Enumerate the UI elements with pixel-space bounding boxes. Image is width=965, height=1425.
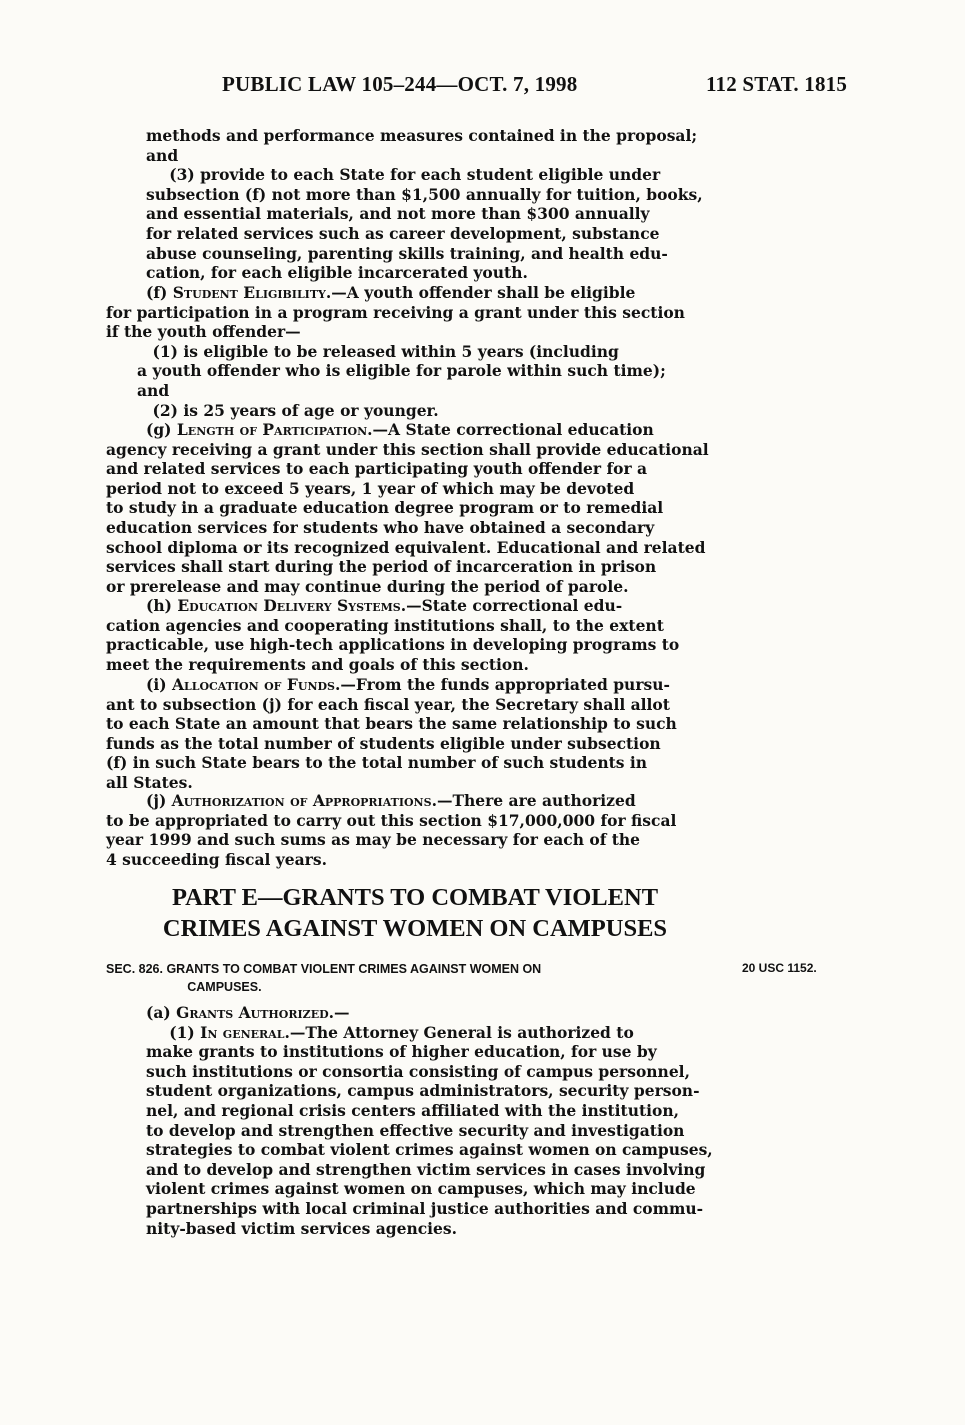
text-line: such institutions or consortia consisting of campus personnel, bbox=[146, 1061, 690, 1081]
text-line: to be appropriated to carry out this section $17,000,000 for fiscal bbox=[106, 810, 677, 830]
text-line: make grants to institutions of higher education, for use by bbox=[146, 1042, 657, 1062]
text-line: (1) is eligible to be released within 5 years (including bbox=[106, 341, 619, 361]
text-line: to study in a graduate education degree program or to remedial bbox=[106, 498, 664, 518]
subsection-lead: .—A State correctional education bbox=[367, 420, 654, 439]
text-line: violent crimes against women on campuses, which may include bbox=[146, 1179, 696, 1199]
text-line: cation agencies and cooperating institutions shall, to the extent bbox=[106, 615, 664, 635]
subsection-number: (h) bbox=[146, 596, 178, 615]
subsection-heading: Student Eligibility bbox=[172, 283, 326, 302]
paragraph-3-block bbox=[146, 126, 703, 283]
subsection-a bbox=[146, 1003, 713, 1238]
subsection-h bbox=[106, 596, 679, 674]
part-heading-line-2: CRIMES AGAINST WOMEN ON CAMPUSES bbox=[162, 915, 668, 942]
subsection-heading-line bbox=[106, 420, 709, 440]
subsection-g bbox=[106, 420, 709, 596]
subsection-number: (j) bbox=[146, 791, 172, 810]
text-line: abuse counseling, parenting skills training, and health edu- bbox=[146, 243, 668, 263]
text-line: student organizations, campus administrators, security person- bbox=[146, 1081, 700, 1101]
text-line: to each State an amount that bears the same relationship to such bbox=[106, 714, 677, 734]
subsection-heading-line bbox=[146, 1003, 713, 1023]
section-heading bbox=[106, 960, 541, 996]
paragraph-lead: .—The Attorney General is authorized to bbox=[284, 1022, 634, 1042]
text-line: and to develop and strengthen victim services in cases involving bbox=[146, 1159, 706, 1179]
text-line: agency receiving a grant under this section shall provide educational bbox=[106, 439, 709, 459]
subsection-heading-line bbox=[106, 791, 676, 811]
text-line: practicable, use high-tech applications in developing programs to bbox=[106, 635, 680, 655]
margin-citation: 20 USC 1152. bbox=[742, 961, 817, 975]
text-line: (f) in such State bears to the total number of such students in bbox=[106, 753, 648, 773]
text-line: ant to subsection (j) for each fiscal year, the Secretary shall allot bbox=[106, 694, 670, 714]
text-line: subsection (f) not more than $1,500 annually for tuition, books, bbox=[146, 184, 703, 204]
paragraph-heading-line bbox=[146, 1023, 713, 1043]
subsection-heading-line bbox=[106, 675, 677, 695]
text-line: school diploma or its recognized equivalent. Educational and related bbox=[106, 537, 706, 557]
subsection-j bbox=[106, 791, 676, 869]
text-line: for participation in a program receiving a grant under this section bbox=[106, 302, 685, 322]
text-line: nel, and regional crisis centers affiliated with the institution, bbox=[146, 1100, 680, 1120]
subsection-i bbox=[106, 675, 677, 793]
part-heading-line-1: PART E—GRANTS TO COMBAT VIOLENT bbox=[171, 884, 659, 911]
text-line: or prerelease and may continue during the period of parole. bbox=[106, 576, 629, 596]
text-line: cation, for each eligible incarcerated youth. bbox=[146, 263, 528, 283]
subsection-heading: Grants Authorized bbox=[176, 1003, 329, 1022]
text-line: for related services such as career development, substance bbox=[146, 223, 660, 243]
text-line: to develop and strengthen effective security and investigation bbox=[146, 1120, 685, 1140]
paragraph-heading: In general bbox=[200, 1022, 285, 1042]
subsection-f bbox=[106, 283, 685, 420]
text-line: and related services to each participating youth offender for a bbox=[106, 459, 648, 479]
text-line: all States. bbox=[106, 772, 193, 792]
text-line: strategies to combat violent crimes against women on campuses, bbox=[146, 1140, 713, 1160]
running-header-title: PUBLIC LAW 105–244—OCT. 7, 1998 bbox=[222, 72, 578, 96]
subsection-number: (f) bbox=[146, 283, 173, 302]
subsection-number: (a) bbox=[146, 1003, 177, 1022]
subsection-lead: .—A youth offender shall be eligible bbox=[325, 283, 636, 302]
text-line: and essential materials, and not more than $300 annually bbox=[146, 204, 650, 224]
text-line: period not to exceed 5 years, 1 year of which may be devoted bbox=[106, 478, 635, 498]
text-line: services shall start during the period of incarceration in prison bbox=[106, 557, 657, 577]
section-heading-line: SEC. 826. GRANTS TO COMBAT VIOLENT CRIMES AGAINST WOMEN ON bbox=[106, 962, 542, 976]
text-line: funds as the total number of students eligible under subsection bbox=[106, 733, 661, 753]
subsection-heading: Allocation of Funds bbox=[171, 675, 336, 694]
subsection-lead: .—State correctional edu- bbox=[400, 596, 623, 615]
text-line: 4 succeeding fiscal years. bbox=[106, 849, 327, 869]
subsection-number: (g) bbox=[146, 420, 177, 439]
text-line: partnerships with local criminal justice authorities and commu- bbox=[146, 1198, 704, 1218]
section-heading-line: CAMPUSES. bbox=[106, 980, 262, 994]
subsection-heading: Length of Participation bbox=[176, 420, 368, 439]
text-line: education services for students who have obtained a secondary bbox=[106, 517, 655, 537]
text-line: and bbox=[146, 145, 179, 165]
subsection-heading: Authorization of Appropriations bbox=[171, 791, 432, 810]
subsection-number: (i) bbox=[146, 675, 172, 694]
subsection-lead: .— bbox=[328, 1003, 350, 1022]
text-line: year 1999 and such sums as may be necessary for each of the bbox=[106, 830, 641, 850]
text-line: meet the requirements and goals of this section. bbox=[106, 654, 529, 674]
text-line: a youth offender who is eligible for parole within such time); bbox=[106, 361, 666, 381]
text-line: (2) is 25 years of age or younger. bbox=[106, 400, 439, 420]
text-line: nity-based victim services agencies. bbox=[146, 1218, 458, 1238]
subsection-heading-line bbox=[106, 283, 685, 303]
text-line: (3) provide to each State for each student eligible under bbox=[146, 165, 661, 185]
subsection-lead: .—From the funds appropriated pursu- bbox=[335, 675, 670, 694]
subsection-heading: Education Delivery Systems bbox=[177, 596, 401, 615]
running-header-page-number: 112 STAT. 1815 bbox=[706, 72, 848, 96]
subsection-lead: .—There are authorized bbox=[431, 791, 636, 810]
subsection-heading-line bbox=[106, 596, 679, 616]
text-line: methods and performance measures contained in the proposal; bbox=[146, 126, 698, 145]
paragraph-number: (1) bbox=[146, 1022, 201, 1042]
text-line: and bbox=[106, 380, 170, 400]
text-line: if the youth offender— bbox=[106, 322, 301, 342]
